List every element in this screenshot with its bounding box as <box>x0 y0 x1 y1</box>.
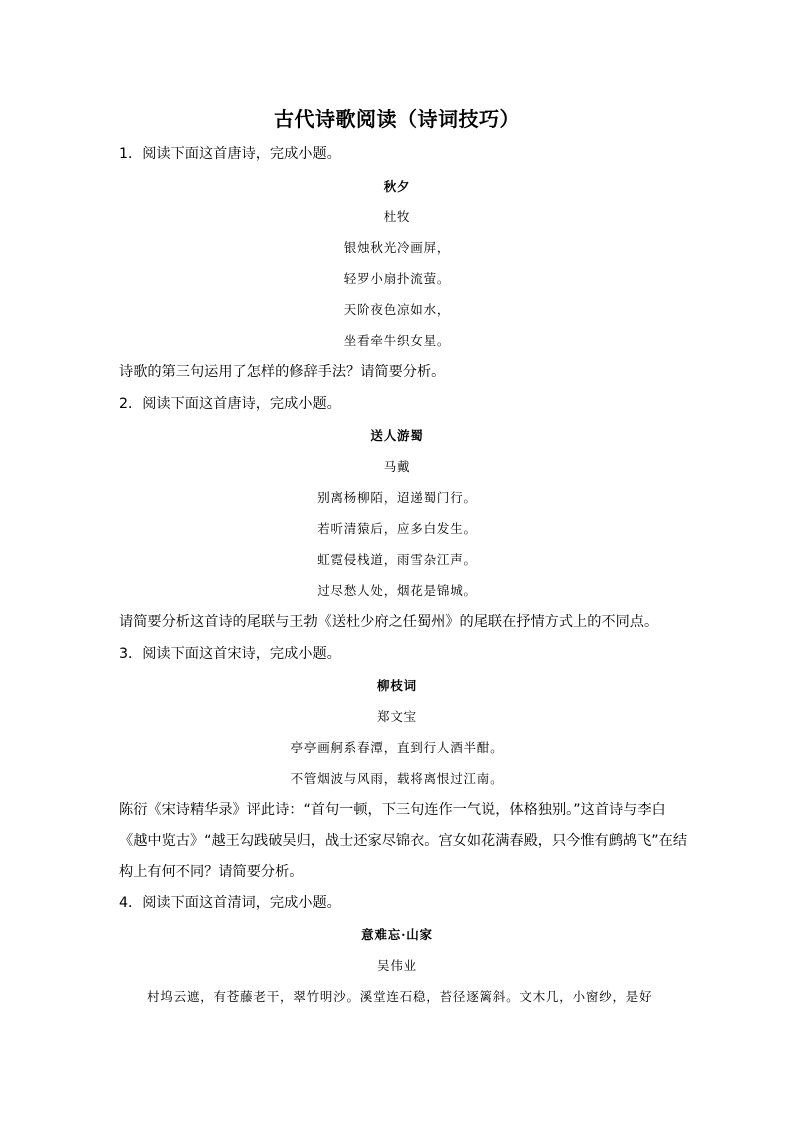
q2-poem-line: 别离杨柳陌，迢递蜀门行。 <box>317 490 477 505</box>
q3-question-line: 《越中览古》“越王勾践破吴归，战士还家尽锦衣。宫女如花满春殿，只今惟有鹧鸪飞”在结 <box>119 833 688 849</box>
q1-poem-line: 轻罗小扇扑流萤。 <box>343 271 451 286</box>
q4-poem-title: 意难忘·山家 <box>361 927 433 942</box>
q3-poem-line: 不管烟波与风雨，载将离恨过江南。 <box>290 771 504 786</box>
q1-poem-line: 天阶夜色凉如水， <box>343 302 451 317</box>
q2-prompt: 2．阅读下面这首唐诗，完成小题。 <box>119 396 341 412</box>
q3-prompt: 3．阅读下面这首宋诗，完成小题。 <box>119 646 341 662</box>
page-title: 古代诗歌阅读（诗词技巧） <box>274 107 520 131</box>
q1-prompt: 1．阅读下面这首唐诗，完成小题。 <box>119 146 341 162</box>
q2-question: 请简要分析这首诗的尾联与王勃《送杜少府之任蜀州》的尾联在抒情方式上的不同点。 <box>119 614 659 630</box>
q2-poem-line: 过尽愁人处，烟花是锦城。 <box>317 583 477 598</box>
q3-poem-title: 柳枝词 <box>377 678 417 693</box>
q3-question-line: 构上有何不同？请简要分析。 <box>119 864 304 880</box>
q1-poem-line: 坐看牵牛织女星。 <box>343 333 451 348</box>
q1-question: 诗歌的第三句运用了怎样的修辞手法？请简要分析。 <box>119 364 446 380</box>
q3-author: 郑文宝 <box>377 709 417 724</box>
q3-poem-line: 亭亭画舸系春潭，直到行人酒半酣。 <box>290 740 504 755</box>
q4-prompt: 4．阅读下面这首清词，完成小题。 <box>119 895 341 911</box>
q1-author: 杜牧 <box>383 209 411 224</box>
q3-question-line: 陈衍《宋诗精华录》评此诗：“首句一顿，下三句连作一气说，体格独别。”这首诗与李白 <box>119 802 666 818</box>
q2-poem-title: 送人游蜀 <box>370 428 424 443</box>
q2-poem-line: 若听清猿后，应多白发生。 <box>317 521 477 536</box>
q4-author: 吴伟业 <box>377 958 417 973</box>
q2-author: 马戴 <box>383 459 411 474</box>
q4-poem-text: 村坞云遮，有苍藤老干，翠竹明沙。溪堂连石稳，苔径逐篱斜。文木几，小窗纱，是好 <box>147 989 653 1004</box>
q1-poem-line: 银烛秋光冷画屏， <box>343 240 451 255</box>
q1-poem-title: 秋夕 <box>383 179 411 194</box>
q2-poem-line: 虹霓侵栈道，雨雪杂江声。 <box>317 552 477 567</box>
